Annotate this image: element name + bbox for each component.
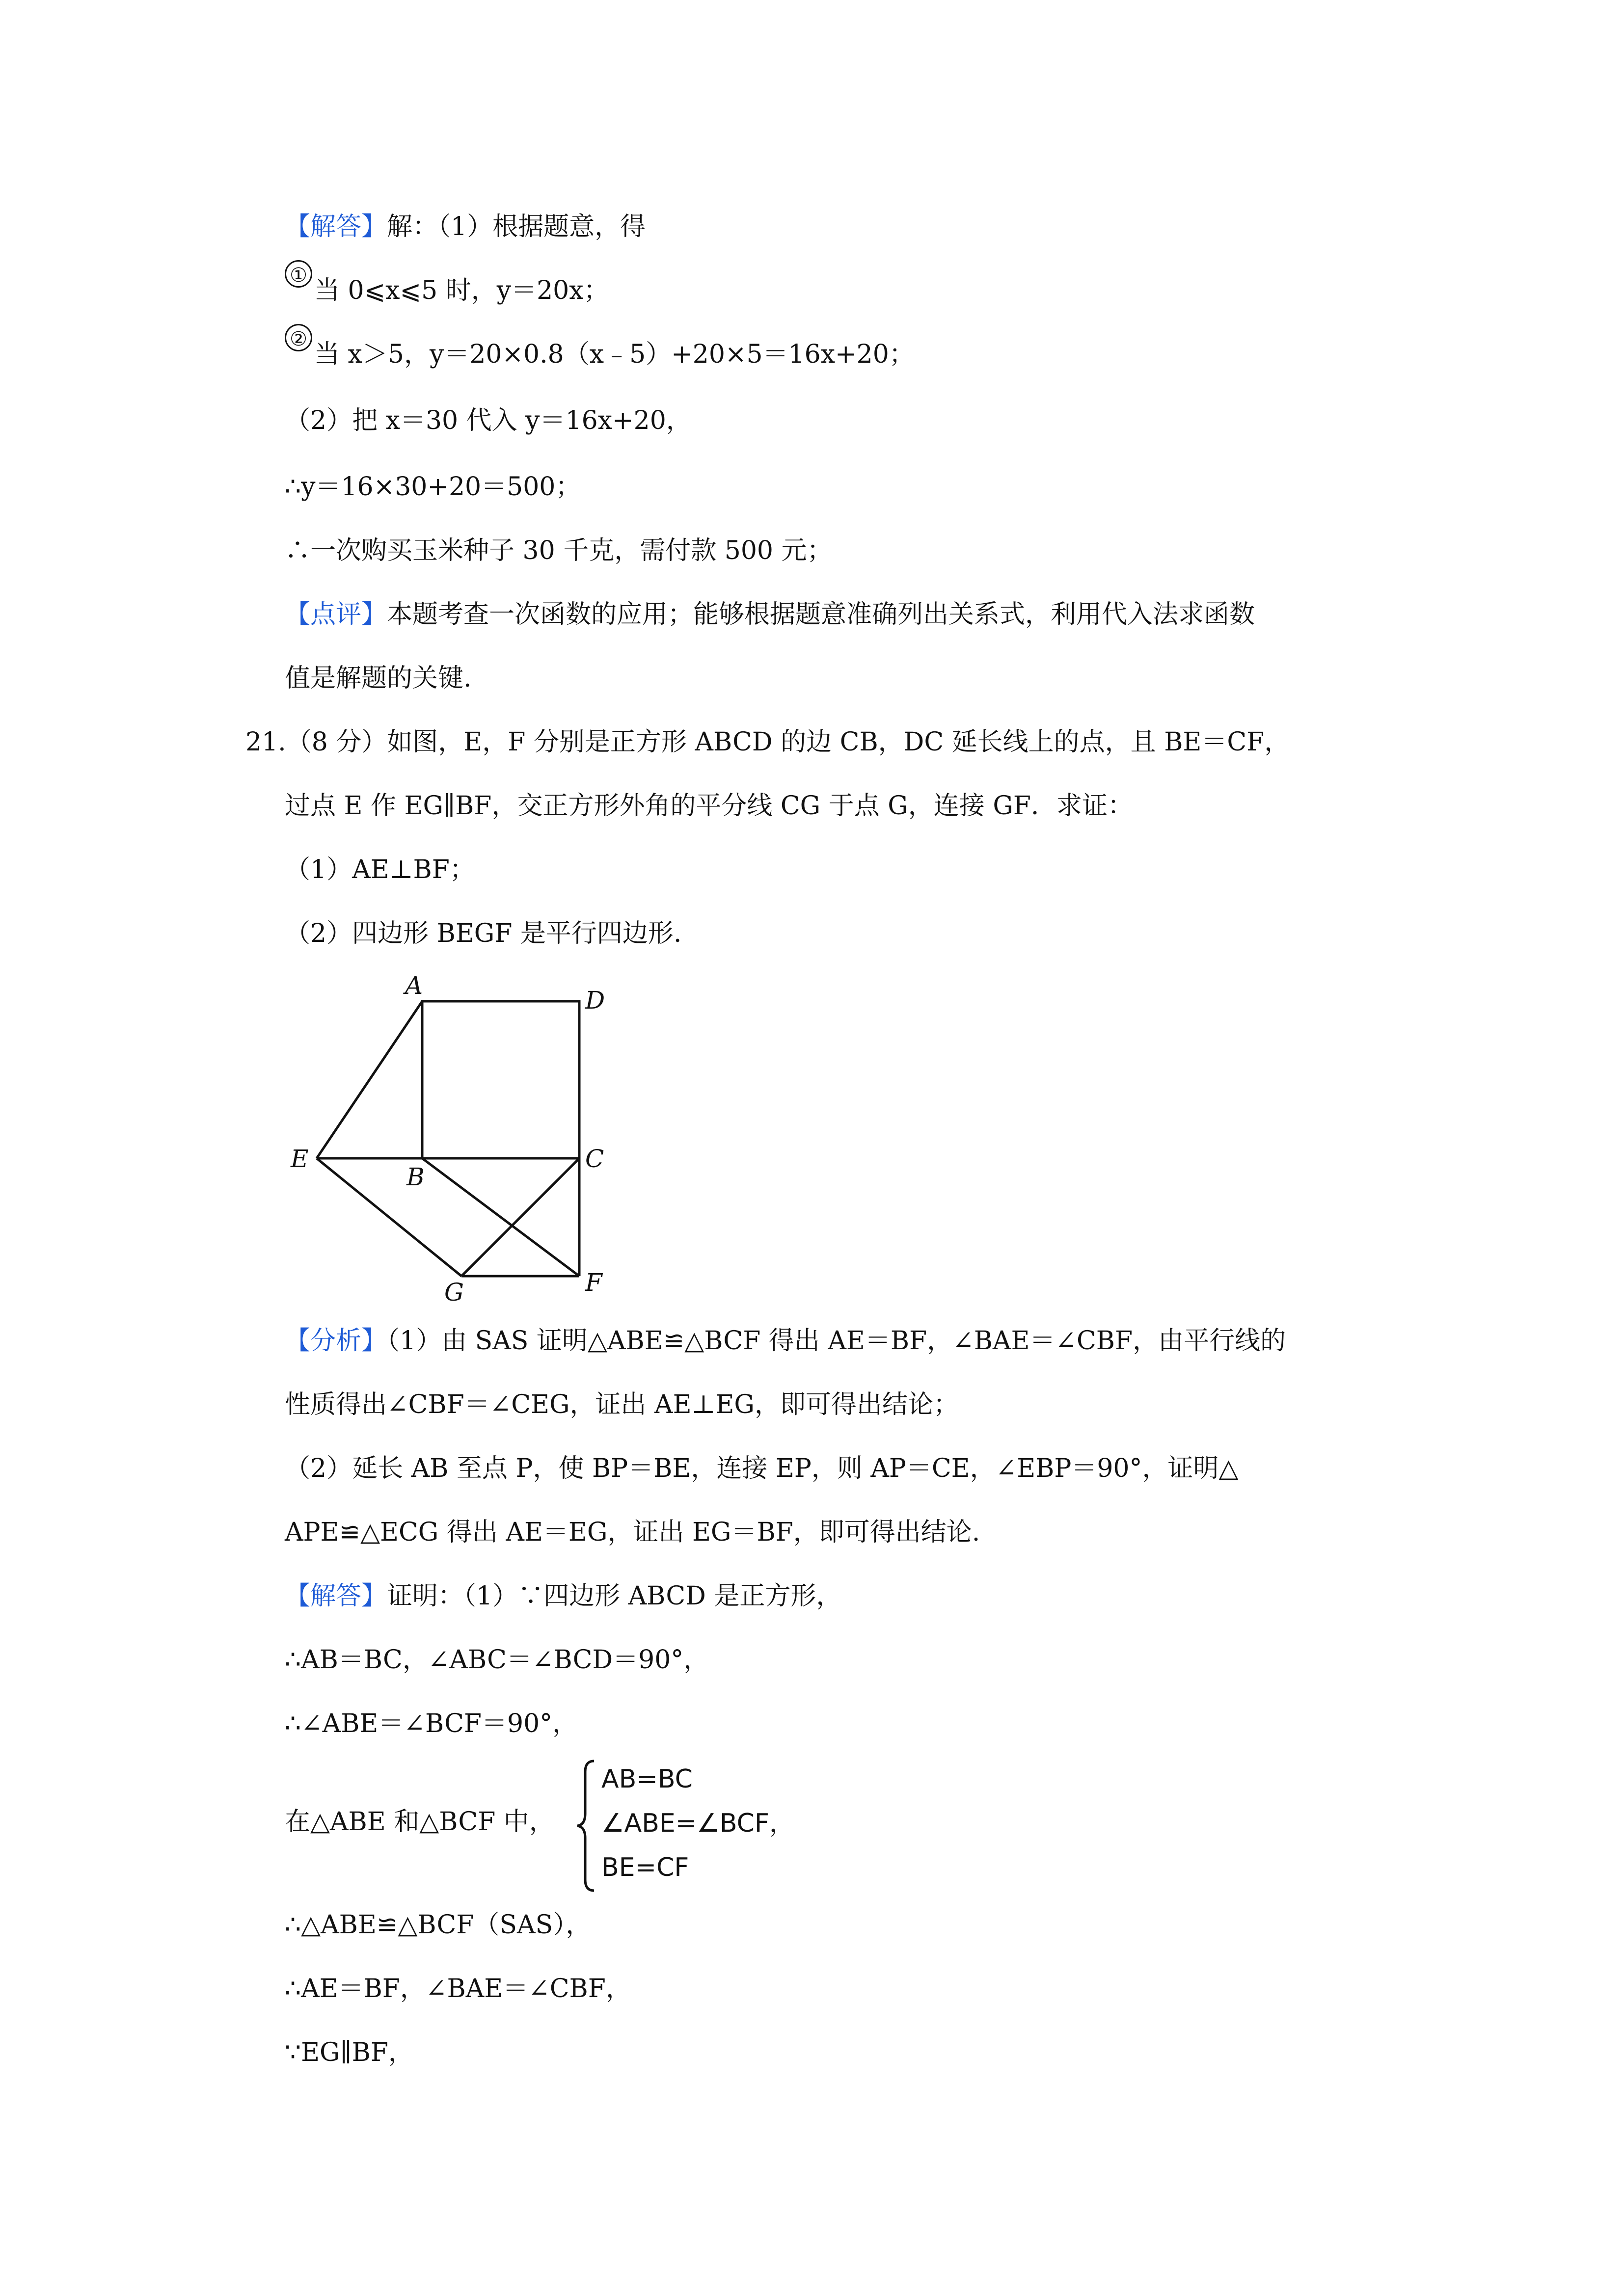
proof-line-1: 【解答】证明：（1）∵四边形 ABCD 是正方形， xyxy=(285,1581,842,1611)
answer-line-1: 【解答】解：（1）根据题意，得 xyxy=(285,212,646,241)
label-f: F xyxy=(585,1268,602,1297)
analysis-tag: 【分析】 xyxy=(285,1326,387,1356)
label-b: B xyxy=(406,1163,425,1191)
question-21-line-1: 21.（8 分）如图，E，F 分别是正方形 ABCD 的边 CB，DC 延长线上的点，且 BE＝CF， xyxy=(245,727,1290,757)
segment-ae xyxy=(317,1001,422,1158)
proof-line-5: ∴△ABE≌△BCF（SAS）， xyxy=(285,1910,592,1940)
part-2-line: （2）把 x＝30 代入 y＝16x+20， xyxy=(285,406,692,435)
label-d: D xyxy=(585,986,605,1015)
circled-number-1: ① xyxy=(285,260,312,288)
conclusion-line: ∴一次购买玉米种子 30 千克，需付款 500 元； xyxy=(285,536,833,565)
proof-line-7: ∵EG∥BF， xyxy=(285,2038,414,2067)
analysis-line-4: APE≌△ECG 得出 AE＝EG，证出 EG＝BF，即可得出结论. xyxy=(285,1518,980,1547)
segment-eg xyxy=(317,1158,461,1276)
label-a: A xyxy=(405,971,423,1000)
system-row-2: ∠ABE=∠BCF， xyxy=(601,1809,795,1838)
square-abcd xyxy=(422,1001,579,1158)
circled-number-2: ② xyxy=(285,324,312,351)
analysis-line-2: 性质得出∠CBF＝∠CEG，证出 AE⊥EG，即可得出结论； xyxy=(285,1390,959,1419)
equation-system xyxy=(601,1757,795,1890)
comment-line-1: 【点评】本题考查一次函数的应用；能够根据题意准确列出关系式，利用代入法求函数 xyxy=(285,600,1255,629)
label-g: G xyxy=(444,1278,464,1306)
case-2-line: 当 x＞5，y＝20×0.8（x﹣5）+20×5＝16x+20； xyxy=(314,340,915,369)
system-row-3: BE=CF xyxy=(601,1853,689,1882)
comment-tag: 【点评】 xyxy=(285,600,387,629)
answer-tag: 【解答】 xyxy=(285,212,387,241)
calc-line: ∴y＝16×30+20＝500； xyxy=(285,472,581,502)
proof-tag: 【解答】 xyxy=(285,1581,387,1611)
proof-line-3: ∴∠ABE＝∠BCF＝90°， xyxy=(285,1709,578,1738)
geometry-figure xyxy=(275,962,619,1306)
left-brace-icon xyxy=(574,1757,599,1895)
comment-line-2: 值是解题的关键. xyxy=(285,664,472,693)
proof-line-2: ∴AB＝BC，∠ABC＝∠BCD＝90°， xyxy=(285,1645,709,1675)
question-21-part-2: （2）四边形 BEGF 是平行四边形. xyxy=(285,919,682,948)
segment-bf xyxy=(422,1158,579,1276)
analysis-line-3: （2）延长 AB 至点 P，使 BP＝BE，连接 EP，则 AP＝CE，∠EBP＝90°，证明△ xyxy=(285,1454,1239,1483)
label-c: C xyxy=(585,1145,604,1173)
question-21-part-1: （1）AE⊥BF； xyxy=(285,855,475,884)
case-1-line: 当 0⩽x⩽5 时，y＝20x； xyxy=(314,276,609,305)
analysis-line-1: 【分析】（1）由 SAS 证明△ABE≌△BCF 得出 AE＝BF，∠BAE＝∠CBF，由平行线的 xyxy=(285,1326,1286,1356)
question-21-line-2: 过点 E 作 EG∥BF，交正方形外角的平分线 CG 于点 G，连接 GF．求证： xyxy=(285,791,1133,821)
proof-line-4: 在△ABE 和△BCF 中， xyxy=(285,1807,555,1837)
proof-line-6: ∴AE＝BF，∠BAE＝∠CBF， xyxy=(285,1974,631,2003)
system-row-1: AB=BC xyxy=(601,1764,693,1794)
label-e: E xyxy=(291,1145,309,1173)
segment-cg xyxy=(461,1158,579,1276)
